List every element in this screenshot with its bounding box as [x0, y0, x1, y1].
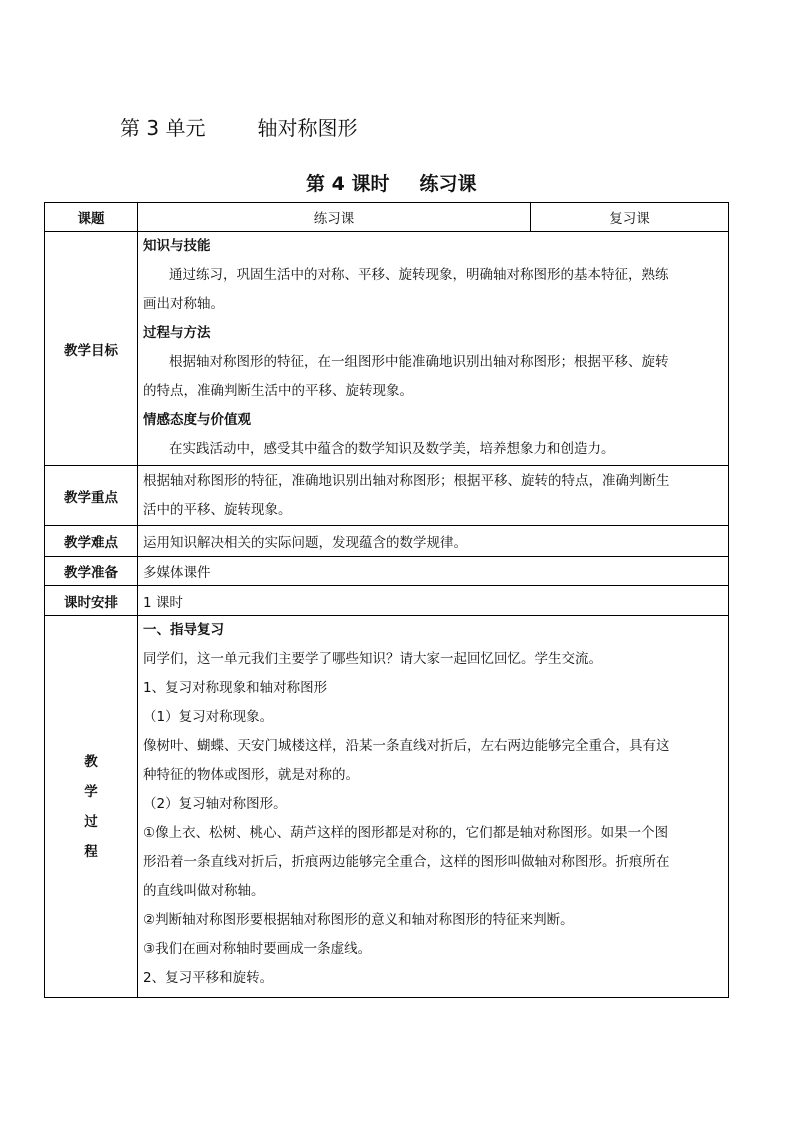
- process-text: 1、复习对称现象和轴对称图形: [143, 680, 328, 696]
- lesson-label: 第 4 课时: [306, 173, 390, 195]
- process-text: 2、复习平移和旋转。: [143, 970, 274, 986]
- lesson-plan-table: [44, 202, 729, 998]
- process-label: [45, 616, 138, 998]
- process-label-char: 教: [84, 753, 98, 770]
- row-schedule: [45, 586, 729, 616]
- difficulty-text: 运用知识解决相关的实际问题，发现蕴含的数学规律。: [138, 526, 729, 557]
- unit-title: [120, 112, 357, 141]
- process-text: 的直线叫做对称轴。: [143, 883, 265, 899]
- prep-label: 教学准备: [45, 557, 138, 586]
- schedule-text: 1 课时: [138, 586, 729, 616]
- goals-text: 的特点，准确判断生活中的平移、旋转现象。: [143, 383, 413, 399]
- unit-name: 轴对称图形: [257, 116, 358, 140]
- process-text: ②判断轴对称图形要根据轴对称图形的意义和轴对称图形的特征来判断。: [143, 912, 574, 928]
- row-preparation: [45, 557, 729, 586]
- prep-text: 多媒体课件: [138, 557, 729, 586]
- key-label: 教学重点: [45, 466, 138, 526]
- process-text: 同学们，这一单元我们主要学了哪些知识？请大家一起回忆回忆。学生交流。: [143, 651, 602, 667]
- goals-heading-attitude: 情感态度与价值观: [143, 412, 251, 428]
- process-text: ①像上衣、松树、桃心、葫芦这样的图形都是对称的，它们都是轴对称图形。如果一个图: [143, 825, 669, 841]
- process-content: [138, 616, 729, 998]
- process-text: ③我们在画对称轴时要画成一条虚线。: [143, 941, 372, 957]
- goals-label: 教学目标: [45, 232, 138, 466]
- process-text: 种特征的物体或图形，就是对称的。: [143, 767, 359, 783]
- goals-text: 根据轴对称图形的特征，在一组图形中能准确地识别出轴对称图形；根据平移、旋转: [169, 354, 669, 370]
- process-text: 像树叶、蝴蝶、天安门城楼这样，沿某一条直线对折后，左右两边能够完全重合，具有这: [143, 738, 670, 754]
- topic-value: 练习课: [138, 203, 531, 232]
- process-text: 形沿着一条直线对折后，折痕两边能够完全重合，这样的图形叫做轴对称图形。折痕所在: [143, 854, 670, 870]
- schedule-label: 课时安排: [45, 586, 138, 616]
- goals-heading-knowledge: 知识与技能: [143, 238, 211, 254]
- process-text: （2）复习轴对称图形。: [143, 796, 287, 812]
- topic-label: 课题: [45, 203, 138, 232]
- goals-text: 在实践活动中，感受其中蕴含的数学知识及数学美，培养想象力和创造力。: [169, 441, 615, 457]
- goals-content: [138, 232, 729, 466]
- lesson-title: [306, 169, 476, 196]
- key-text: 活中的平移、旋转现象。: [143, 501, 292, 518]
- process-label-char: 学: [84, 783, 98, 800]
- lesson-type: 复习课: [531, 203, 729, 232]
- goals-text: 通过练习，巩固生活中的对称、平移、旋转现象，明确轴对称图形的基本特征，熟练: [169, 267, 669, 283]
- key-content: [138, 466, 729, 526]
- difficulty-label: 教学难点: [45, 526, 138, 557]
- row-key-points: [45, 466, 729, 526]
- process-heading: 一、指导复习: [143, 622, 224, 638]
- process-label-char: 过: [84, 813, 98, 830]
- goals-heading-process: 过程与方法: [143, 325, 211, 341]
- row-goals: [45, 232, 729, 466]
- process-text: （1）复习对称现象。: [143, 709, 274, 725]
- unit-label: 第 3 单元: [120, 116, 206, 140]
- process-label-char: 程: [84, 843, 98, 860]
- key-text: 根据轴对称图形的特征，准确地识别出轴对称图形；根据平移、旋转的特点，准确判断生: [143, 472, 670, 489]
- row-topic: [45, 203, 729, 232]
- goals-text: 画出对称轴。: [143, 296, 224, 312]
- row-difficulty: [45, 526, 729, 557]
- row-process: [45, 616, 729, 998]
- lesson-name: 练习课: [419, 173, 477, 195]
